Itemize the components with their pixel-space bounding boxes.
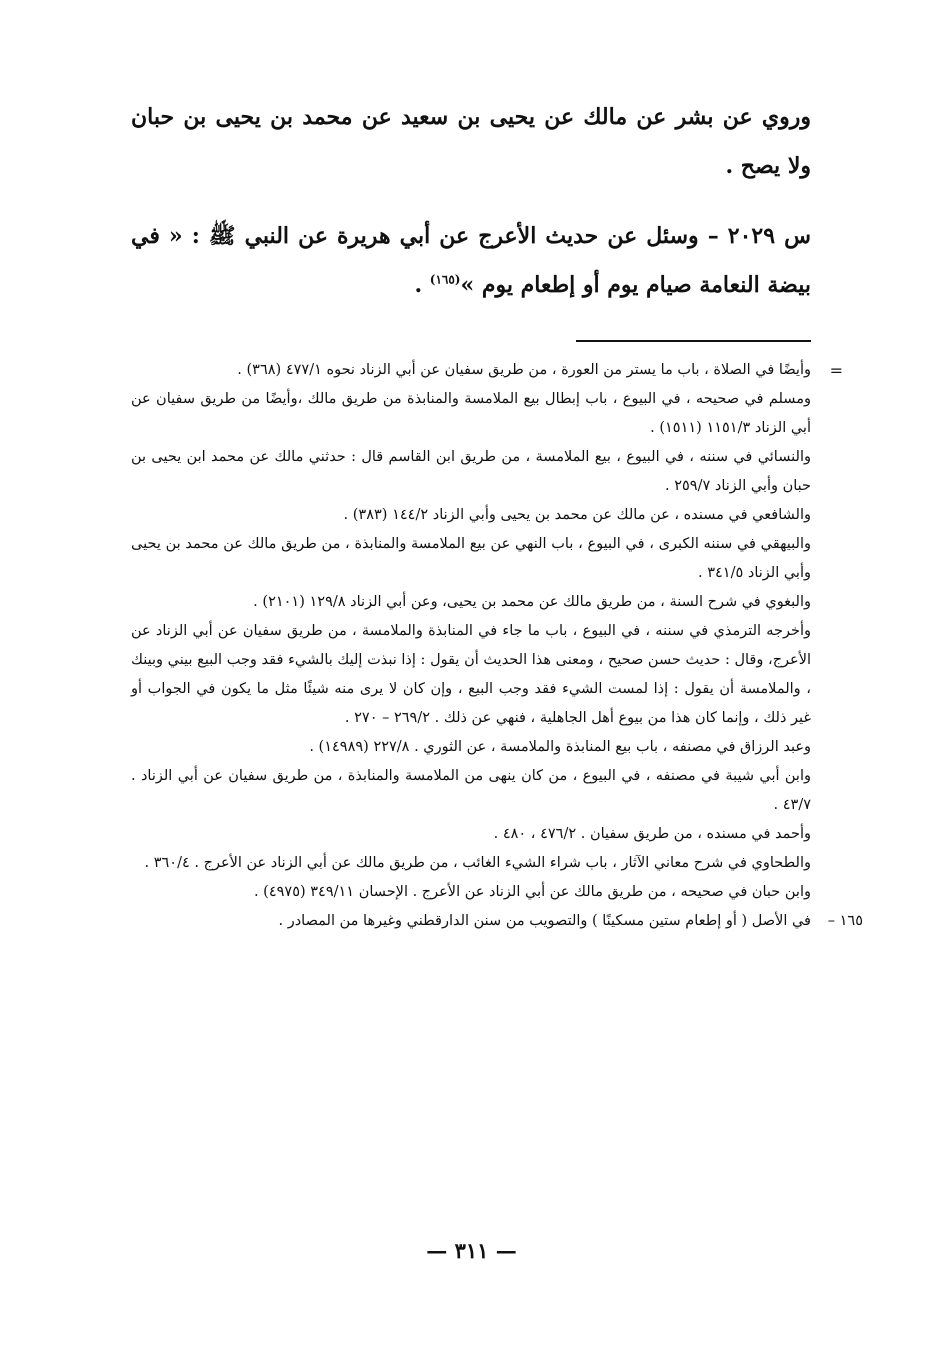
footnote-entry: والنسائي في سننه ، في البيوع ، بيع الملامسة ، من طريق ابن القاسم قال : حدثني مالك عن محمد ابن يحيى بن حبان وأبي الزناد ٢٥٩/٧ . [131, 449, 811, 494]
question-number: س ٢٠٢٩ – [707, 223, 811, 249]
main-paragraph-1: وروي عن بشر عن مالك عن يحيى بن سعيد عن محمد بن يحيى بن حبان ولا يصح . [131, 104, 811, 179]
footnote-entry: والبيهقي في سننه الكبرى ، في البيوع ، باب النهي عن بيع الملامسة والمنابذة ، من طريق مالك عن محمد بن يحيى وأبي الزناد ٣٤١/٥ . [131, 536, 811, 581]
question-paragraph: س ٢٠٢٩ – وسئل عن حديث الأعرج عن أبي هريرة عن النبي ﷺ : « في بيضة النعامة صيام يوم أو إطعام يوم »$^{(١٦٥)}$ . [131, 223, 811, 298]
footnote-entry: وأخرجه الترمذي في سننه ، في البيوع ، باب ما جاء في المنابذة والملامسة ، من طريق سفيان عن أبي الزناد عن الأعرج، وقال : حديث حسن صحيح ، ومعنى هذا الحديث أن يقول : إذا نبذت إليك بالشيء فقد وجب البيع بيني وبينك ، والملامسة أن يقول : إذا لمست الشيء فقد وجب البيع ، وإن كان لا يرى منه شيئًا مثل ما يكون في الجواب أو غير ذلك ، وإنما كان هذا من بيوع أهل الجاهلية ، فنهي عن ذلك . ٢٦٩/٢ – ٢٧٠ . [131, 623, 811, 726]
footnote-165 [131, 907, 863, 936]
footnotes-section [131, 356, 863, 936]
footnote-165-text: في الأصل ( أو إطعام ستين مسكينًا ) والتصويب من سنن الدارقطني وغيرها من المصادر . [278, 913, 811, 929]
footnote-entry: والشافعي في مسنده ، عن مالك عن محمد بن يحيى وأبي الزناد ١٤٤/٢ (٣٨٣) . [343, 507, 811, 523]
question-text: وسئل عن حديث الأعرج عن أبي هريرة عن النبي ﷺ : « في بيضة النعامة صيام يوم أو إطعام يوم » [131, 223, 811, 298]
footnote-165-number: ١٦٥ – [827, 913, 863, 929]
footnote-entry: وابن حبان في صحيحه ، من طريق مالك عن أبي الزناد عن الأعرج . الإحسان ٣٤٩/١١ (٤٩٧٥) . [253, 884, 811, 900]
footnote-entry: والطحاوي في شرح معاني الآثار ، باب شراء الشيء الغائب ، من طريق مالك عن أبي الزناد عن الأعرج . ٣٦٠/٤ . [144, 855, 811, 871]
footnote-entry: وعبد الرزاق في مصنفه ، باب بيع المنابذة والملامسة ، عن الثوري . ٢٢٧/٨ (١٤٩٨٩) . [309, 739, 811, 755]
footnote-entry: وابن أبي شيبة في مصنفه ، في البيوع ، من كان ينهى من الملامسة والمنابذة ، من طريق سفيان عن أبي الزناد . ٤٣/٧ . [131, 768, 811, 813]
footnote-reference: (١٦٥) [429, 272, 461, 287]
footnote-entry: وأيضًا في الصلاة ، باب ما يستر من العورة ، من طريق سفيان عن أبي الزناد نحوه ٤٧٧/١ (٣٦٨) . [237, 362, 811, 378]
footnote-entry: وأحمد في مسنده ، من طريق سفيان . ٤٧٦/٢ ، ٤٨٠ . [493, 826, 811, 842]
footnote-divider [576, 340, 811, 342]
footnote-entry: ومسلم في صحيحه ، في البيوع ، باب إبطال بيع الملامسة والمنابذة من طريق مالك ،وأيضًا من طريق سفيان عن أبي الزناد ١١٥١/٣ (١٥١١) . [131, 391, 811, 436]
footnote-entry: والبغوي في شرح السنة ، من طريق مالك عن محمد بن يحيى، وعن أبي الزناد ١٢٩/٨ (٢١٠١) . [253, 594, 811, 610]
footnote-continuation-marker: = [829, 361, 843, 380]
page-number: — ٣١١ — [426, 1238, 517, 1263]
